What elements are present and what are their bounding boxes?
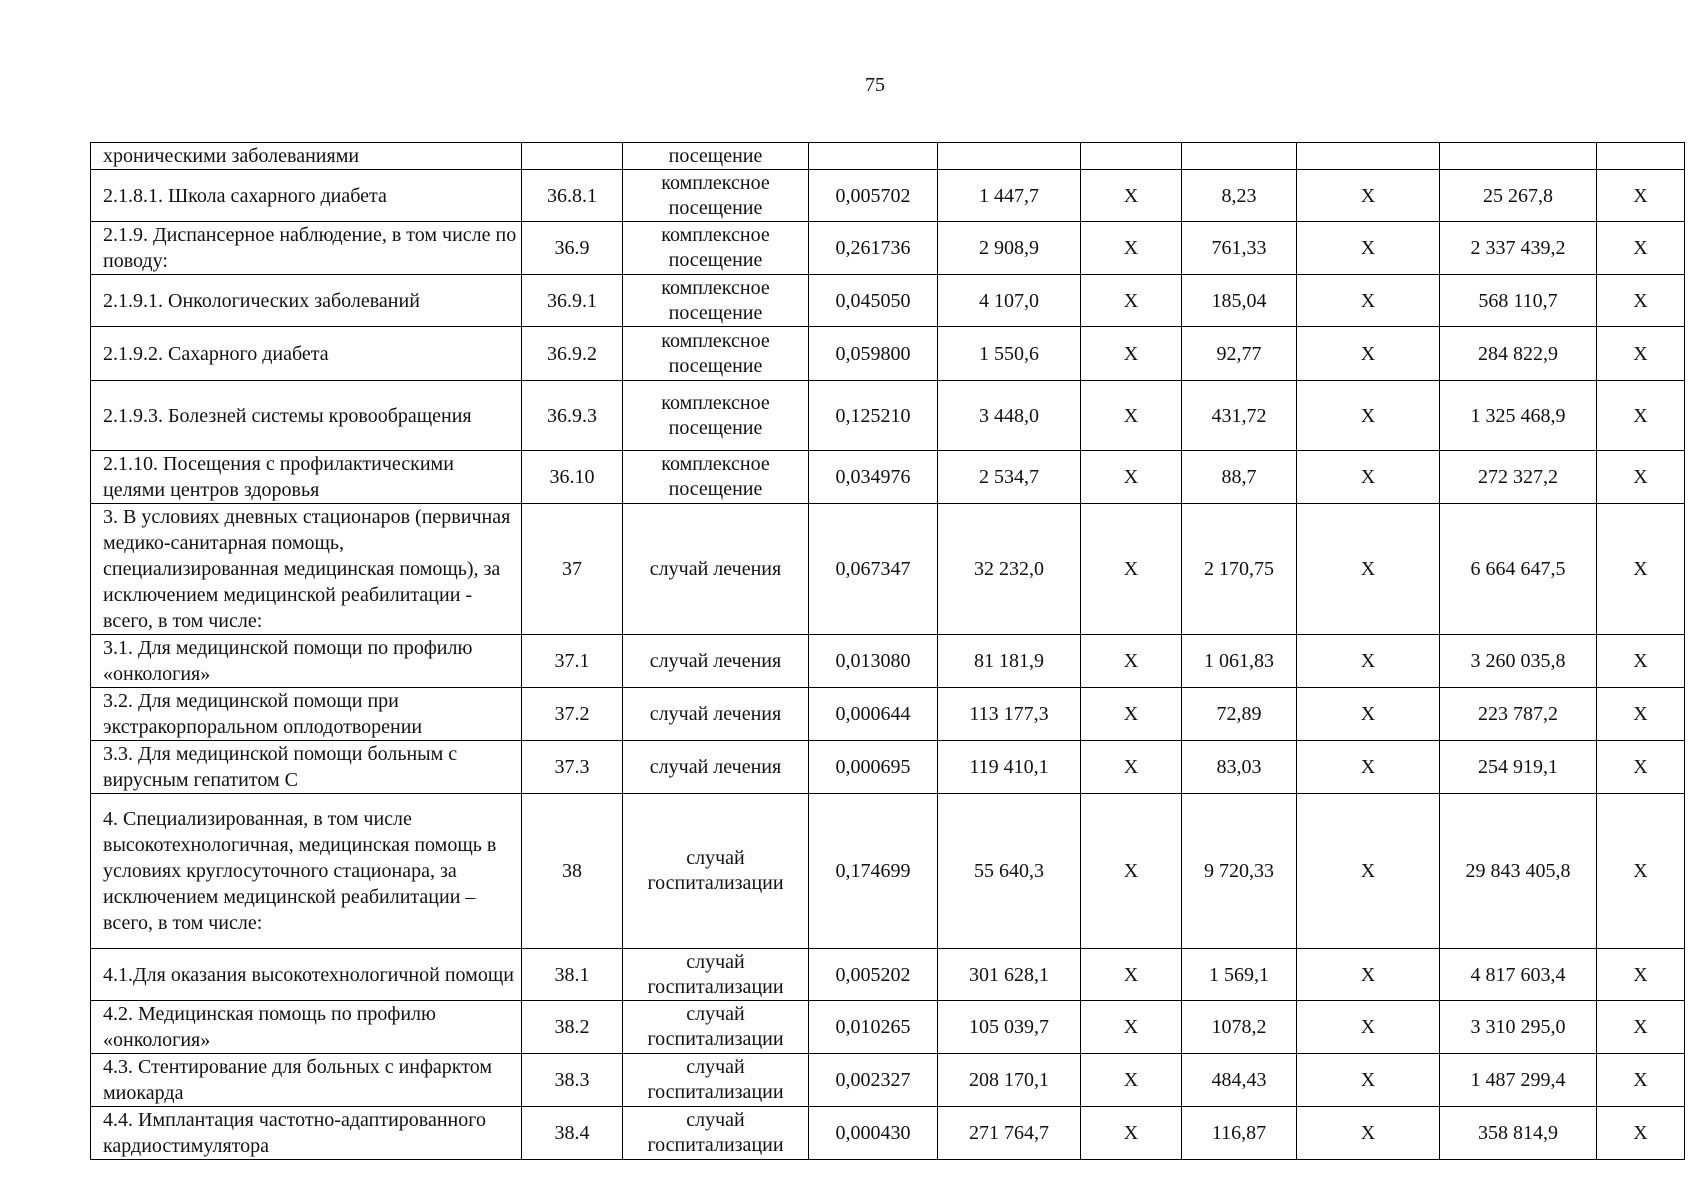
- row-total: 1 325 468,9: [1440, 381, 1597, 451]
- row-x1: Х: [1081, 451, 1182, 504]
- row-code: 36.10: [522, 451, 623, 504]
- row-name: 4.1.Для оказания высокотехнологичной помощи: [91, 949, 522, 1001]
- row-norm: [809, 143, 938, 170]
- row-name: 2.1.9.2. Сахарного диабета: [91, 327, 522, 381]
- row-unit: случай госпитализации: [623, 1054, 809, 1107]
- row-cost: 113 177,3: [938, 688, 1081, 741]
- row-unit: комплексное посещение: [623, 451, 809, 504]
- row-x3: Х: [1597, 504, 1685, 635]
- row-unit: комплексное посещение: [623, 222, 809, 275]
- row-x2: Х: [1297, 741, 1440, 794]
- row-total: 358 814,9: [1440, 1107, 1597, 1160]
- row-x1: Х: [1081, 1054, 1182, 1107]
- row-code: 36.9.2: [522, 327, 623, 381]
- table-row: [91, 451, 1685, 504]
- row-norm: 0,002327: [809, 1054, 938, 1107]
- row-total: 284 822,9: [1440, 327, 1597, 381]
- row-x2: Х: [1297, 1107, 1440, 1160]
- row-amount: [1182, 143, 1297, 170]
- row-cost: 32 232,0: [938, 504, 1081, 635]
- row-amount: 761,33: [1182, 222, 1297, 275]
- row-x1: Х: [1081, 1001, 1182, 1054]
- table-row: [91, 275, 1685, 327]
- row-unit: посещение: [623, 143, 809, 170]
- row-cost: 55 640,3: [938, 794, 1081, 949]
- row-total: 6 664 647,5: [1440, 504, 1597, 635]
- row-amount: 88,7: [1182, 451, 1297, 504]
- row-amount: 8,23: [1182, 170, 1297, 222]
- row-total: 29 843 405,8: [1440, 794, 1597, 949]
- row-x1: Х: [1081, 794, 1182, 949]
- row-amount: 484,43: [1182, 1054, 1297, 1107]
- row-amount: 83,03: [1182, 741, 1297, 794]
- row-cost: 1 550,6: [938, 327, 1081, 381]
- data-table: [90, 142, 1685, 1160]
- row-total: 272 327,2: [1440, 451, 1597, 504]
- row-total: 4 817 603,4: [1440, 949, 1597, 1001]
- row-code: 36.9.3: [522, 381, 623, 451]
- row-x3: Х: [1597, 170, 1685, 222]
- row-cost: 3 448,0: [938, 381, 1081, 451]
- row-cost: [938, 143, 1081, 170]
- row-x3: Х: [1597, 1107, 1685, 1160]
- row-x2: Х: [1297, 327, 1440, 381]
- row-code: 38.1: [522, 949, 623, 1001]
- row-unit: комплексное посещение: [623, 275, 809, 327]
- row-amount: 72,89: [1182, 688, 1297, 741]
- row-norm: 0,125210: [809, 381, 938, 451]
- row-x1: Х: [1081, 275, 1182, 327]
- row-unit: случай лечения: [623, 504, 809, 635]
- row-code: 38.3: [522, 1054, 623, 1107]
- row-x2: Х: [1297, 170, 1440, 222]
- row-x1: [1081, 143, 1182, 170]
- row-unit: случай госпитализации: [623, 1107, 809, 1160]
- row-norm: 0,045050: [809, 275, 938, 327]
- row-name: 2.1.10. Посещения с профилактическими целями центров здоровья: [91, 451, 522, 504]
- row-cost: 81 181,9: [938, 635, 1081, 688]
- row-unit: случай лечения: [623, 688, 809, 741]
- table-row: [91, 170, 1685, 222]
- row-norm: 0,067347: [809, 504, 938, 635]
- row-norm: 0,059800: [809, 327, 938, 381]
- row-total: 3 260 035,8: [1440, 635, 1597, 688]
- row-name: 2.1.9. Диспансерное наблюдение, в том числе по поводу:: [91, 222, 522, 275]
- row-code: 38.2: [522, 1001, 623, 1054]
- row-x3: Х: [1597, 1054, 1685, 1107]
- row-x3: Х: [1597, 688, 1685, 741]
- row-x1: Х: [1081, 327, 1182, 381]
- row-x2: Х: [1297, 504, 1440, 635]
- row-code: 37.1: [522, 635, 623, 688]
- row-amount: 92,77: [1182, 327, 1297, 381]
- row-code: [522, 143, 623, 170]
- row-amount: 9 720,33: [1182, 794, 1297, 949]
- row-norm: 0,261736: [809, 222, 938, 275]
- row-x2: Х: [1297, 381, 1440, 451]
- row-unit: случай лечения: [623, 635, 809, 688]
- row-cost: 1 447,7: [938, 170, 1081, 222]
- table-row: [91, 1107, 1685, 1160]
- table-row: [91, 222, 1685, 275]
- row-name: 3.2. Для медицинской помощи при экстракорпоральном оплодотворении: [91, 688, 522, 741]
- row-x2: Х: [1297, 1054, 1440, 1107]
- row-code: 36.9.1: [522, 275, 623, 327]
- row-total: 568 110,7: [1440, 275, 1597, 327]
- row-name: 4.2. Медицинская помощь по профилю «онкология»: [91, 1001, 522, 1054]
- row-norm: 0,005202: [809, 949, 938, 1001]
- row-total: 254 919,1: [1440, 741, 1597, 794]
- row-norm: 0,000644: [809, 688, 938, 741]
- table-row: [91, 381, 1685, 451]
- table-row: [91, 504, 1685, 635]
- table-row: [91, 1001, 1685, 1054]
- row-unit: комплексное посещение: [623, 381, 809, 451]
- page-number: 75: [865, 74, 885, 96]
- row-total: 1 487 299,4: [1440, 1054, 1597, 1107]
- row-total: 3 310 295,0: [1440, 1001, 1597, 1054]
- row-x3: Х: [1597, 381, 1685, 451]
- row-total: 223 787,2: [1440, 688, 1597, 741]
- row-code: 38.4: [522, 1107, 623, 1160]
- row-x3: Х: [1597, 327, 1685, 381]
- row-name: 2.1.9.1. Онкологических заболеваний: [91, 275, 522, 327]
- row-code: 36.9: [522, 222, 623, 275]
- table-row: [91, 635, 1685, 688]
- row-x3: Х: [1597, 741, 1685, 794]
- row-name: 3.3. Для медицинской помощи больным с вирусным гепатитом С: [91, 741, 522, 794]
- row-x1: Х: [1081, 949, 1182, 1001]
- row-x1: Х: [1081, 381, 1182, 451]
- row-x3: Х: [1597, 949, 1685, 1001]
- row-x1: Х: [1081, 170, 1182, 222]
- row-amount: 116,87: [1182, 1107, 1297, 1160]
- row-code: 36.8.1: [522, 170, 623, 222]
- row-x2: Х: [1297, 688, 1440, 741]
- row-x2: Х: [1297, 794, 1440, 949]
- row-norm: 0,174699: [809, 794, 938, 949]
- row-x1: Х: [1081, 635, 1182, 688]
- row-x3: Х: [1597, 1001, 1685, 1054]
- row-total: 25 267,8: [1440, 170, 1597, 222]
- row-amount: 1 569,1: [1182, 949, 1297, 1001]
- row-cost: 2 908,9: [938, 222, 1081, 275]
- row-x2: Х: [1297, 451, 1440, 504]
- row-unit: случай госпитализации: [623, 1001, 809, 1054]
- row-cost: 208 170,1: [938, 1054, 1081, 1107]
- row-norm: 0,013080: [809, 635, 938, 688]
- row-x3: [1597, 143, 1685, 170]
- row-code: 37.3: [522, 741, 623, 794]
- row-unit: случай госпитализации: [623, 794, 809, 949]
- row-x1: Х: [1081, 504, 1182, 635]
- row-name: 2.1.9.3. Болезней системы кровообращения: [91, 381, 522, 451]
- row-norm: 0,000695: [809, 741, 938, 794]
- row-unit: случай госпитализации: [623, 949, 809, 1001]
- row-amount: 1 061,83: [1182, 635, 1297, 688]
- row-amount: 1078,2: [1182, 1001, 1297, 1054]
- row-code: 37.2: [522, 688, 623, 741]
- row-cost: 119 410,1: [938, 741, 1081, 794]
- row-unit: комплексное посещение: [623, 170, 809, 222]
- row-norm: 0,010265: [809, 1001, 938, 1054]
- row-cost: 4 107,0: [938, 275, 1081, 327]
- row-total: 2 337 439,2: [1440, 222, 1597, 275]
- row-unit: случай лечения: [623, 741, 809, 794]
- table-row: [91, 794, 1685, 949]
- row-x3: Х: [1597, 275, 1685, 327]
- row-name: хроническими заболеваниями: [91, 143, 522, 170]
- row-norm: 0,000430: [809, 1107, 938, 1160]
- table-row: [91, 741, 1685, 794]
- row-x2: Х: [1297, 635, 1440, 688]
- row-amount: 2 170,75: [1182, 504, 1297, 635]
- row-name: 2.1.8.1. Школа сахарного диабета: [91, 170, 522, 222]
- row-x2: Х: [1297, 1001, 1440, 1054]
- row-norm: 0,005702: [809, 170, 938, 222]
- row-code: 38: [522, 794, 623, 949]
- table-row: [91, 949, 1685, 1001]
- row-name: 3. В условиях дневных стационаров (первичная медико-санитарная помощь, специализированная медицинская помощь), за исключением медицинской реабилитации - всего, в том числе:: [91, 504, 522, 635]
- table-row: [91, 143, 1685, 170]
- row-name: 3.1. Для медицинской помощи по профилю «онкология»: [91, 635, 522, 688]
- row-x3: Х: [1597, 635, 1685, 688]
- row-name: 4. Специализированная, в том числе высокотехнологичная, медицинская помощь в условиях круглосуточного стационара, за исключением медицинской реабилитации – всего, в том числе:: [91, 794, 522, 949]
- row-amount: 431,72: [1182, 381, 1297, 451]
- row-x2: Х: [1297, 275, 1440, 327]
- row-name: 4.4. Имплантация частотно-адаптированного кардиостимулятора: [91, 1107, 522, 1160]
- row-cost: 105 039,7: [938, 1001, 1081, 1054]
- table-row: [91, 327, 1685, 381]
- row-amount: 185,04: [1182, 275, 1297, 327]
- row-x1: Х: [1081, 222, 1182, 275]
- row-x1: Х: [1081, 741, 1182, 794]
- table-row: [91, 1054, 1685, 1107]
- row-cost: 2 534,7: [938, 451, 1081, 504]
- row-x2: Х: [1297, 949, 1440, 1001]
- row-x1: Х: [1081, 1107, 1182, 1160]
- row-code: 37: [522, 504, 623, 635]
- table-row: [91, 688, 1685, 741]
- row-total: [1440, 143, 1597, 170]
- row-x2: Х: [1297, 222, 1440, 275]
- row-x3: Х: [1597, 451, 1685, 504]
- row-cost: 301 628,1: [938, 949, 1081, 1001]
- row-x2: [1297, 143, 1440, 170]
- row-cost: 271 764,7: [938, 1107, 1081, 1160]
- row-name: 4.3. Стентирование для больных с инфарктом миокарда: [91, 1054, 522, 1107]
- row-norm: 0,034976: [809, 451, 938, 504]
- row-x1: Х: [1081, 688, 1182, 741]
- row-x3: Х: [1597, 222, 1685, 275]
- row-x3: Х: [1597, 794, 1685, 949]
- row-unit: комплексное посещение: [623, 327, 809, 381]
